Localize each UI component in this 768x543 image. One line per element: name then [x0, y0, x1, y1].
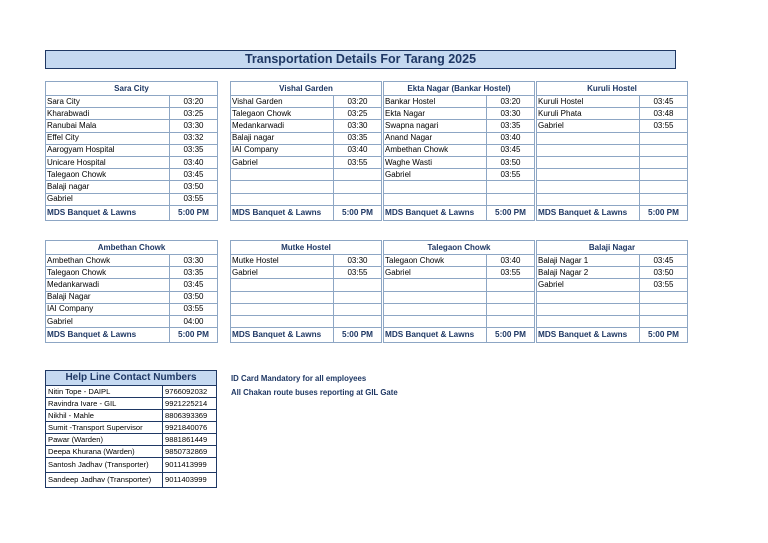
destination-time: 5:00 PM [170, 205, 218, 220]
stop-name: Waghe Wasti [384, 156, 487, 168]
destination-row [46, 328, 218, 343]
stop-row [46, 193, 218, 205]
stop-time [334, 315, 382, 327]
stop-row [384, 96, 535, 108]
stop-time [640, 156, 688, 168]
stop-time [334, 193, 382, 205]
stop-time: 03:55 [170, 303, 218, 315]
stop-row [537, 315, 688, 327]
stop-row [46, 291, 218, 303]
route-title: Ambethan Chowk [46, 241, 218, 255]
stop-name [231, 291, 334, 303]
route-title: Kuruli Hostel [537, 82, 688, 96]
contact-row [46, 458, 217, 473]
stop-time [334, 291, 382, 303]
contact-row [46, 434, 217, 446]
stop-time [334, 181, 382, 193]
stop-name: Medankarwadi [46, 279, 170, 291]
destination-name: MDS Banquet & Lawns [46, 205, 170, 220]
stop-time [334, 279, 382, 291]
stop-name [384, 291, 487, 303]
destination-time: 5:00 PM [640, 205, 688, 220]
stop-row [537, 132, 688, 144]
stop-time: 03:30 [487, 108, 535, 120]
stop-time [640, 144, 688, 156]
stop-row [46, 255, 218, 267]
stop-time: 03:50 [170, 181, 218, 193]
stop-row [231, 279, 382, 291]
stop-row [46, 132, 218, 144]
stop-row [231, 193, 382, 205]
stop-time [640, 181, 688, 193]
destination-name: MDS Banquet & Lawns [384, 328, 487, 343]
stop-row [384, 144, 535, 156]
stop-row [231, 156, 382, 168]
contact-name: Santosh Jadhav (Transporter) [46, 458, 163, 473]
stop-name: IAI Company [231, 144, 334, 156]
stop-name [384, 279, 487, 291]
stop-row [537, 144, 688, 156]
destination-time: 5:00 PM [640, 328, 688, 343]
destination-time: 5:00 PM [334, 328, 382, 343]
stop-name [231, 315, 334, 327]
stop-name [537, 181, 640, 193]
stop-row [537, 156, 688, 168]
stop-row [231, 169, 382, 181]
stop-row [537, 181, 688, 193]
stop-time: 03:55 [487, 169, 535, 181]
stop-row [384, 267, 535, 279]
stop-name [537, 132, 640, 144]
stop-time: 03:35 [170, 144, 218, 156]
stop-name: Gabriel [537, 120, 640, 132]
stop-row [46, 108, 218, 120]
stop-name [537, 315, 640, 327]
stop-time: 03:50 [640, 267, 688, 279]
stop-row [537, 255, 688, 267]
contact-row [46, 446, 217, 458]
stop-name: Gabriel [46, 193, 170, 205]
page-title: Transportation Details For Tarang 2025 [45, 50, 676, 69]
stop-time: 03:45 [170, 169, 218, 181]
stop-row [231, 303, 382, 315]
stop-row [384, 156, 535, 168]
stop-row [384, 279, 535, 291]
route-table [45, 240, 218, 343]
stop-row [231, 144, 382, 156]
destination-row [384, 205, 535, 220]
route-title: Talegaon Chowk [384, 241, 535, 255]
route-table [383, 81, 535, 221]
helpline-table [45, 370, 217, 488]
stop-time: 03:45 [170, 279, 218, 291]
stop-name: Balaji Nagar 2 [537, 267, 640, 279]
stop-row [384, 193, 535, 205]
note-id-card: ID Card Mandatory for all employees [231, 374, 367, 383]
stop-name: Gabriel [537, 279, 640, 291]
route-table [230, 240, 382, 343]
stop-row [537, 291, 688, 303]
stop-name [537, 144, 640, 156]
stop-row [46, 315, 218, 327]
stop-time: 03:30 [334, 120, 382, 132]
stop-row [384, 303, 535, 315]
stop-name: Kharabwadi [46, 108, 170, 120]
stop-name: Talegaon Chowk [46, 169, 170, 181]
stop-time [487, 193, 535, 205]
stop-row [231, 315, 382, 327]
stop-row [537, 303, 688, 315]
stop-row [231, 120, 382, 132]
stop-row [231, 96, 382, 108]
stop-name [537, 156, 640, 168]
stop-name: Anand Nagar [384, 132, 487, 144]
destination-row [384, 328, 535, 343]
stop-name: Gabriel [231, 267, 334, 279]
stop-name [231, 193, 334, 205]
stop-row [384, 108, 535, 120]
stop-name [537, 291, 640, 303]
contact-number: 9011413999 [163, 458, 217, 473]
helpline-title: Help Line Contact Numbers [46, 371, 217, 386]
stop-time [334, 303, 382, 315]
destination-time: 5:00 PM [487, 328, 535, 343]
stop-name: Sara City [46, 96, 170, 108]
stop-time: 03:30 [170, 120, 218, 132]
stop-name: Vishal Garden [231, 96, 334, 108]
stop-time: 03:25 [170, 108, 218, 120]
stop-name: Effel City [46, 132, 170, 144]
stop-row [537, 267, 688, 279]
stop-time [487, 303, 535, 315]
stop-name: Gabriel [384, 169, 487, 181]
stop-name: Balaji Nagar [46, 291, 170, 303]
stop-row [384, 291, 535, 303]
route-title: Balaji Nagar [537, 241, 688, 255]
stop-name: Balaji nagar [46, 181, 170, 193]
stop-row [231, 255, 382, 267]
contact-number: 9881861449 [163, 434, 217, 446]
stop-time: 03:40 [487, 132, 535, 144]
contact-row [46, 398, 217, 410]
stop-row [46, 181, 218, 193]
stop-time [640, 169, 688, 181]
stop-name: Balaji nagar [231, 132, 334, 144]
destination-row [231, 205, 382, 220]
contact-number: 9921225214 [163, 398, 217, 410]
destination-time: 5:00 PM [170, 328, 218, 343]
stop-time: 03:55 [640, 120, 688, 132]
route-table [45, 81, 218, 221]
stop-time [640, 193, 688, 205]
route-title: Vishal Garden [231, 82, 382, 96]
stop-time [334, 169, 382, 181]
stop-name [537, 303, 640, 315]
stop-time: 03:32 [170, 132, 218, 144]
stop-time: 03:20 [487, 96, 535, 108]
stop-name [384, 193, 487, 205]
stop-time [487, 181, 535, 193]
stop-row [537, 96, 688, 108]
stop-name: Talegaon Chowk [46, 267, 170, 279]
stop-row [537, 193, 688, 205]
stop-row [46, 267, 218, 279]
stop-name: Talegaon Chowk [231, 108, 334, 120]
stop-time: 03:45 [640, 96, 688, 108]
stop-name [384, 303, 487, 315]
contact-name: Pawar (Warden) [46, 434, 163, 446]
stop-time: 03:55 [487, 267, 535, 279]
stop-name: Ekta Nagar [384, 108, 487, 120]
stop-row [537, 108, 688, 120]
destination-name: MDS Banquet & Lawns [537, 205, 640, 220]
stop-time [640, 291, 688, 303]
route-title: Ekta Nagar (Bankar Hostel) [384, 82, 535, 96]
stop-row [231, 181, 382, 193]
route-table [536, 240, 688, 343]
stop-time: 03:50 [487, 156, 535, 168]
contact-number: 9921840076 [163, 422, 217, 434]
stop-name: Mutke Hostel [231, 255, 334, 267]
contact-row [46, 422, 217, 434]
destination-name: MDS Banquet & Lawns [537, 328, 640, 343]
route-table [536, 81, 688, 221]
stop-time [640, 303, 688, 315]
stop-name: Ambethan Chowk [384, 144, 487, 156]
destination-time: 5:00 PM [334, 205, 382, 220]
stop-time: 03:55 [170, 193, 218, 205]
stop-time [640, 315, 688, 327]
stop-row [537, 120, 688, 132]
stop-name: Gabriel [384, 267, 487, 279]
stop-name: Balaji Nagar 1 [537, 255, 640, 267]
contact-name: Nikhil - Mahle [46, 410, 163, 422]
stop-row [46, 120, 218, 132]
stop-row [231, 132, 382, 144]
stop-row [231, 267, 382, 279]
stop-time: 03:40 [487, 255, 535, 267]
stop-name: Bankar Hostel [384, 96, 487, 108]
stop-name [384, 315, 487, 327]
stop-row [384, 132, 535, 144]
note-gil-gate: All Chakan route buses reporting at GIL Gate [231, 388, 398, 397]
route-title: Mutke Hostel [231, 241, 382, 255]
contact-row [46, 386, 217, 398]
stop-name: Unicare Hospital [46, 156, 170, 168]
stop-name: Gabriel [46, 315, 170, 327]
contact-name: Sandeep Jadhav (Transporter) [46, 473, 163, 488]
stop-row [231, 108, 382, 120]
stop-name: Medankarwadi [231, 120, 334, 132]
stop-time: 04:00 [170, 315, 218, 327]
route-table [230, 81, 382, 221]
stop-name: Gabriel [231, 156, 334, 168]
stop-row [46, 156, 218, 168]
destination-row [231, 328, 382, 343]
stop-row [537, 169, 688, 181]
stop-name [231, 279, 334, 291]
contact-name: Sumit -Transport Supervisor [46, 422, 163, 434]
stop-time: 03:55 [334, 156, 382, 168]
contact-number: 9850732869 [163, 446, 217, 458]
destination-name: MDS Banquet & Lawns [384, 205, 487, 220]
stop-name [231, 169, 334, 181]
destination-name: MDS Banquet & Lawns [231, 205, 334, 220]
stop-time: 03:40 [170, 156, 218, 168]
stop-time: 03:55 [640, 279, 688, 291]
contact-name: Ravindra Ivare - GIL [46, 398, 163, 410]
stop-name: Ranubai Mala [46, 120, 170, 132]
stop-time: 03:48 [640, 108, 688, 120]
stop-row [46, 96, 218, 108]
contact-row [46, 410, 217, 422]
destination-name: MDS Banquet & Lawns [231, 328, 334, 343]
contact-name: Nitin Tope - DAIPL [46, 386, 163, 398]
stop-time: 03:30 [334, 255, 382, 267]
stop-name: IAI Company [46, 303, 170, 315]
stop-row [231, 291, 382, 303]
route-table [383, 240, 535, 343]
stop-row [384, 169, 535, 181]
stop-row [384, 255, 535, 267]
stop-time: 03:35 [487, 120, 535, 132]
stop-time [640, 132, 688, 144]
stop-time: 03:35 [170, 267, 218, 279]
stop-name: Swapna nagari [384, 120, 487, 132]
stop-row [384, 315, 535, 327]
stop-name: Ambethan Chowk [46, 255, 170, 267]
contact-number: 8806393369 [163, 410, 217, 422]
contact-name: Deepa Khurana (Warden) [46, 446, 163, 458]
stop-name: Kuruli Phata [537, 108, 640, 120]
destination-row [46, 205, 218, 220]
stop-time: 03:30 [170, 255, 218, 267]
stop-time: 03:40 [334, 144, 382, 156]
stop-name: Aarogyam Hospital [46, 144, 170, 156]
stop-row [46, 303, 218, 315]
stop-time: 03:45 [487, 144, 535, 156]
stop-row [46, 279, 218, 291]
stop-time: 03:45 [640, 255, 688, 267]
stop-time [487, 279, 535, 291]
destination-row [537, 205, 688, 220]
stop-name [231, 181, 334, 193]
stop-name [537, 169, 640, 181]
destination-row [537, 328, 688, 343]
destination-name: MDS Banquet & Lawns [46, 328, 170, 343]
stop-time [487, 291, 535, 303]
stop-time: 03:20 [334, 96, 382, 108]
stop-time: 03:25 [334, 108, 382, 120]
stop-time: 03:35 [334, 132, 382, 144]
stop-row [384, 181, 535, 193]
stop-name: Kuruli Hostel [537, 96, 640, 108]
stop-time [487, 315, 535, 327]
destination-time: 5:00 PM [487, 205, 535, 220]
stop-name: Talegaon Chowk [384, 255, 487, 267]
stop-time: 03:55 [334, 267, 382, 279]
stop-row [384, 120, 535, 132]
stop-name [384, 181, 487, 193]
stop-name [537, 193, 640, 205]
contact-row [46, 473, 217, 488]
route-title: Sara City [46, 82, 218, 96]
contact-number: 9766092032 [163, 386, 217, 398]
stop-row [46, 169, 218, 181]
contact-number: 9011403999 [163, 473, 217, 488]
stop-time: 03:50 [170, 291, 218, 303]
stop-row [537, 279, 688, 291]
stop-name [231, 303, 334, 315]
stop-row [46, 144, 218, 156]
stop-time: 03:20 [170, 96, 218, 108]
